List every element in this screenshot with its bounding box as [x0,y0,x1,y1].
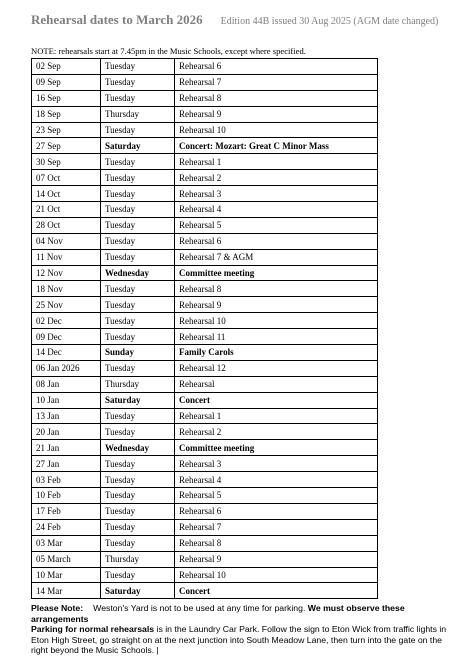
table-row [32,74,378,90]
date-cell: 18 Nov [32,281,101,297]
event-cell: Rehearsal 10 [175,122,378,138]
day-cell: Thursday [101,106,175,122]
table-row [32,186,378,202]
date-cell: 10 Jan [32,392,101,408]
day-cell: Tuesday [101,472,175,488]
date-cell: 04 Nov [32,233,101,249]
table-row [32,154,378,170]
event-cell: Rehearsal 1 [175,408,378,424]
page-title: Rehearsal dates to March 2026 [31,12,203,27]
footer-notes [31,603,451,656]
day-cell: Tuesday [101,281,175,297]
event-cell: Rehearsal 1 [175,154,378,170]
table-row [32,360,378,376]
table-row [32,456,378,472]
day-cell: Tuesday [101,59,175,75]
date-cell: 12 Nov [32,265,101,281]
day-cell: Tuesday [101,122,175,138]
day-cell: Tuesday [101,503,175,519]
event-cell: Rehearsal 6 [175,233,378,249]
day-cell: Tuesday [101,408,175,424]
date-cell: 27 Jan [32,456,101,472]
parking-note: Parking for normal rehearsals is in the Laundry Car Park. Follow the sign to Eton Wick from traffic lights in Eton High Street, go straight on at the next junction into South Meadow Lane, then turn into the gate on the right beyond the Music Schools. | [31,624,447,655]
edition-info: Edition 44B issued 30 Aug 2025 (AGM date changed) [220,16,439,27]
date-cell: 20 Jan [32,424,101,440]
table-row [32,503,378,519]
event-cell: Concert [175,392,378,408]
table-row [32,519,378,535]
date-cell: 05 March [32,551,101,567]
event-cell: Rehearsal 6 [175,59,378,75]
day-cell: Tuesday [101,217,175,233]
day-cell: Tuesday [101,519,175,535]
day-cell: Tuesday [101,186,175,202]
table-row [32,281,378,297]
event-cell: Rehearsal 4 [175,202,378,218]
table-row [32,535,378,551]
date-cell: 21 Oct [32,202,101,218]
table-row [32,106,378,122]
table-row [32,345,378,361]
date-cell: 14 Mar [32,583,101,599]
date-cell: 30 Sep [32,154,101,170]
date-cell: 14 Dec [32,345,101,361]
date-cell: 17 Feb [32,503,101,519]
day-cell: Tuesday [101,313,175,329]
event-cell: Concert [175,583,378,599]
day-cell: Tuesday [101,360,175,376]
event-cell: Committee meeting [175,440,378,456]
header [31,11,438,29]
table-row [32,202,378,218]
day-cell: Tuesday [101,233,175,249]
event-cell: Rehearsal 12 [175,360,378,376]
table-row [32,122,378,138]
date-cell: 03 Mar [32,535,101,551]
table-row [32,583,378,599]
please-note [31,603,451,624]
event-cell: Rehearsal 7 & AGM [175,249,378,265]
event-cell: Rehearsal 7 [175,74,378,90]
table-row [32,265,378,281]
date-cell: 02 Sep [32,59,101,75]
day-cell: Tuesday [101,90,175,106]
table-row [32,440,378,456]
table-row [32,59,378,75]
date-cell: 07 Oct [32,170,101,186]
table-row [32,233,378,249]
event-cell: Rehearsal 7 [175,519,378,535]
day-cell: Tuesday [101,488,175,504]
table-row [32,376,378,392]
date-cell: 09 Dec [32,329,101,345]
day-cell: Thursday [101,551,175,567]
table-row [32,551,378,567]
event-cell: Rehearsal 11 [175,329,378,345]
date-cell: 09 Sep [32,74,101,90]
day-cell: Tuesday [101,297,175,313]
day-cell: Tuesday [101,567,175,583]
date-cell: 06 Jan 2026 [32,360,101,376]
day-cell: Tuesday [101,424,175,440]
date-cell: 27 Sep [32,138,101,154]
day-cell: Thursday [101,376,175,392]
day-cell: Tuesday [101,329,175,345]
event-cell: Rehearsal [175,376,378,392]
please-note-text: Weston's Yard is not to be used at any time for parking. [93,603,306,613]
date-cell: 16 Sep [32,90,101,106]
event-cell: Rehearsal 9 [175,106,378,122]
date-cell: 11 Nov [32,249,101,265]
table-row [32,313,378,329]
table-row [32,392,378,408]
date-cell: 23 Sep [32,122,101,138]
event-cell: Rehearsal 8 [175,535,378,551]
please-note-bold: We must observe these arrangements [31,603,405,624]
table-row [32,249,378,265]
table-row [32,567,378,583]
table-row [32,297,378,313]
table-row [32,90,378,106]
date-cell: 10 Mar [32,567,101,583]
date-cell: 02 Dec [32,313,101,329]
parking-label: Parking for normal rehearsals [31,624,155,634]
event-cell: Rehearsal 3 [175,456,378,472]
date-cell: 24 Feb [32,519,101,535]
day-cell: Tuesday [101,456,175,472]
day-cell: Saturday [101,583,175,599]
parking-text: is in the Laundry Car Park. Follow the sign to Eton Wick from traffic lights in Eton High Street, go straight on at the next junction into South Meadow Lane, then turn into the gate on the right beyond the Music Schools. [31,624,447,655]
event-cell: Rehearsal 8 [175,281,378,297]
event-cell: Rehearsal 5 [175,217,378,233]
date-cell: 13 Jan [32,408,101,424]
table-row [32,217,378,233]
day-cell: Tuesday [101,170,175,186]
table-row [32,488,378,504]
date-cell: 14 Oct [32,186,101,202]
event-cell: Rehearsal 9 [175,551,378,567]
event-cell: Rehearsal 10 [175,567,378,583]
date-cell: 21 Jan [32,440,101,456]
schedule-table [31,58,378,599]
event-cell: Rehearsal 4 [175,472,378,488]
day-cell: Sunday [101,345,175,361]
please-note-label: Please Note: [31,603,84,613]
event-cell: Rehearsal 9 [175,297,378,313]
event-cell: Rehearsal 2 [175,424,378,440]
date-cell: 18 Sep [32,106,101,122]
event-cell: Committee meeting [175,265,378,281]
event-cell: Rehearsal 3 [175,186,378,202]
event-cell: Rehearsal 2 [175,170,378,186]
date-cell: 28 Oct [32,217,101,233]
date-cell: 25 Nov [32,297,101,313]
day-cell: Tuesday [101,74,175,90]
table-row [32,408,378,424]
rehearsal-note: NOTE: rehearsals start at 7.45pm in the Music Schools, except where specified. [31,46,306,56]
table-row [32,170,378,186]
event-cell: Rehearsal 8 [175,90,378,106]
date-cell: 03 Feb [32,472,101,488]
event-cell: Concert: Mozart: Great C Minor Mass [175,138,378,154]
event-cell: Rehearsal 6 [175,503,378,519]
table-row [32,424,378,440]
event-cell: Rehearsal 10 [175,313,378,329]
table-row [32,472,378,488]
event-cell: Rehearsal 5 [175,488,378,504]
day-cell: Wednesday [101,440,175,456]
day-cell: Tuesday [101,249,175,265]
day-cell: Tuesday [101,154,175,170]
table-row [32,329,378,345]
day-cell: Tuesday [101,202,175,218]
day-cell: Tuesday [101,535,175,551]
day-cell: Saturday [101,138,175,154]
schedule-body [32,59,378,599]
day-cell: Saturday [101,392,175,408]
event-cell: Family Carols [175,345,378,361]
date-cell: 08 Jan [32,376,101,392]
table-row [32,138,378,154]
day-cell: Wednesday [101,265,175,281]
date-cell: 10 Feb [32,488,101,504]
